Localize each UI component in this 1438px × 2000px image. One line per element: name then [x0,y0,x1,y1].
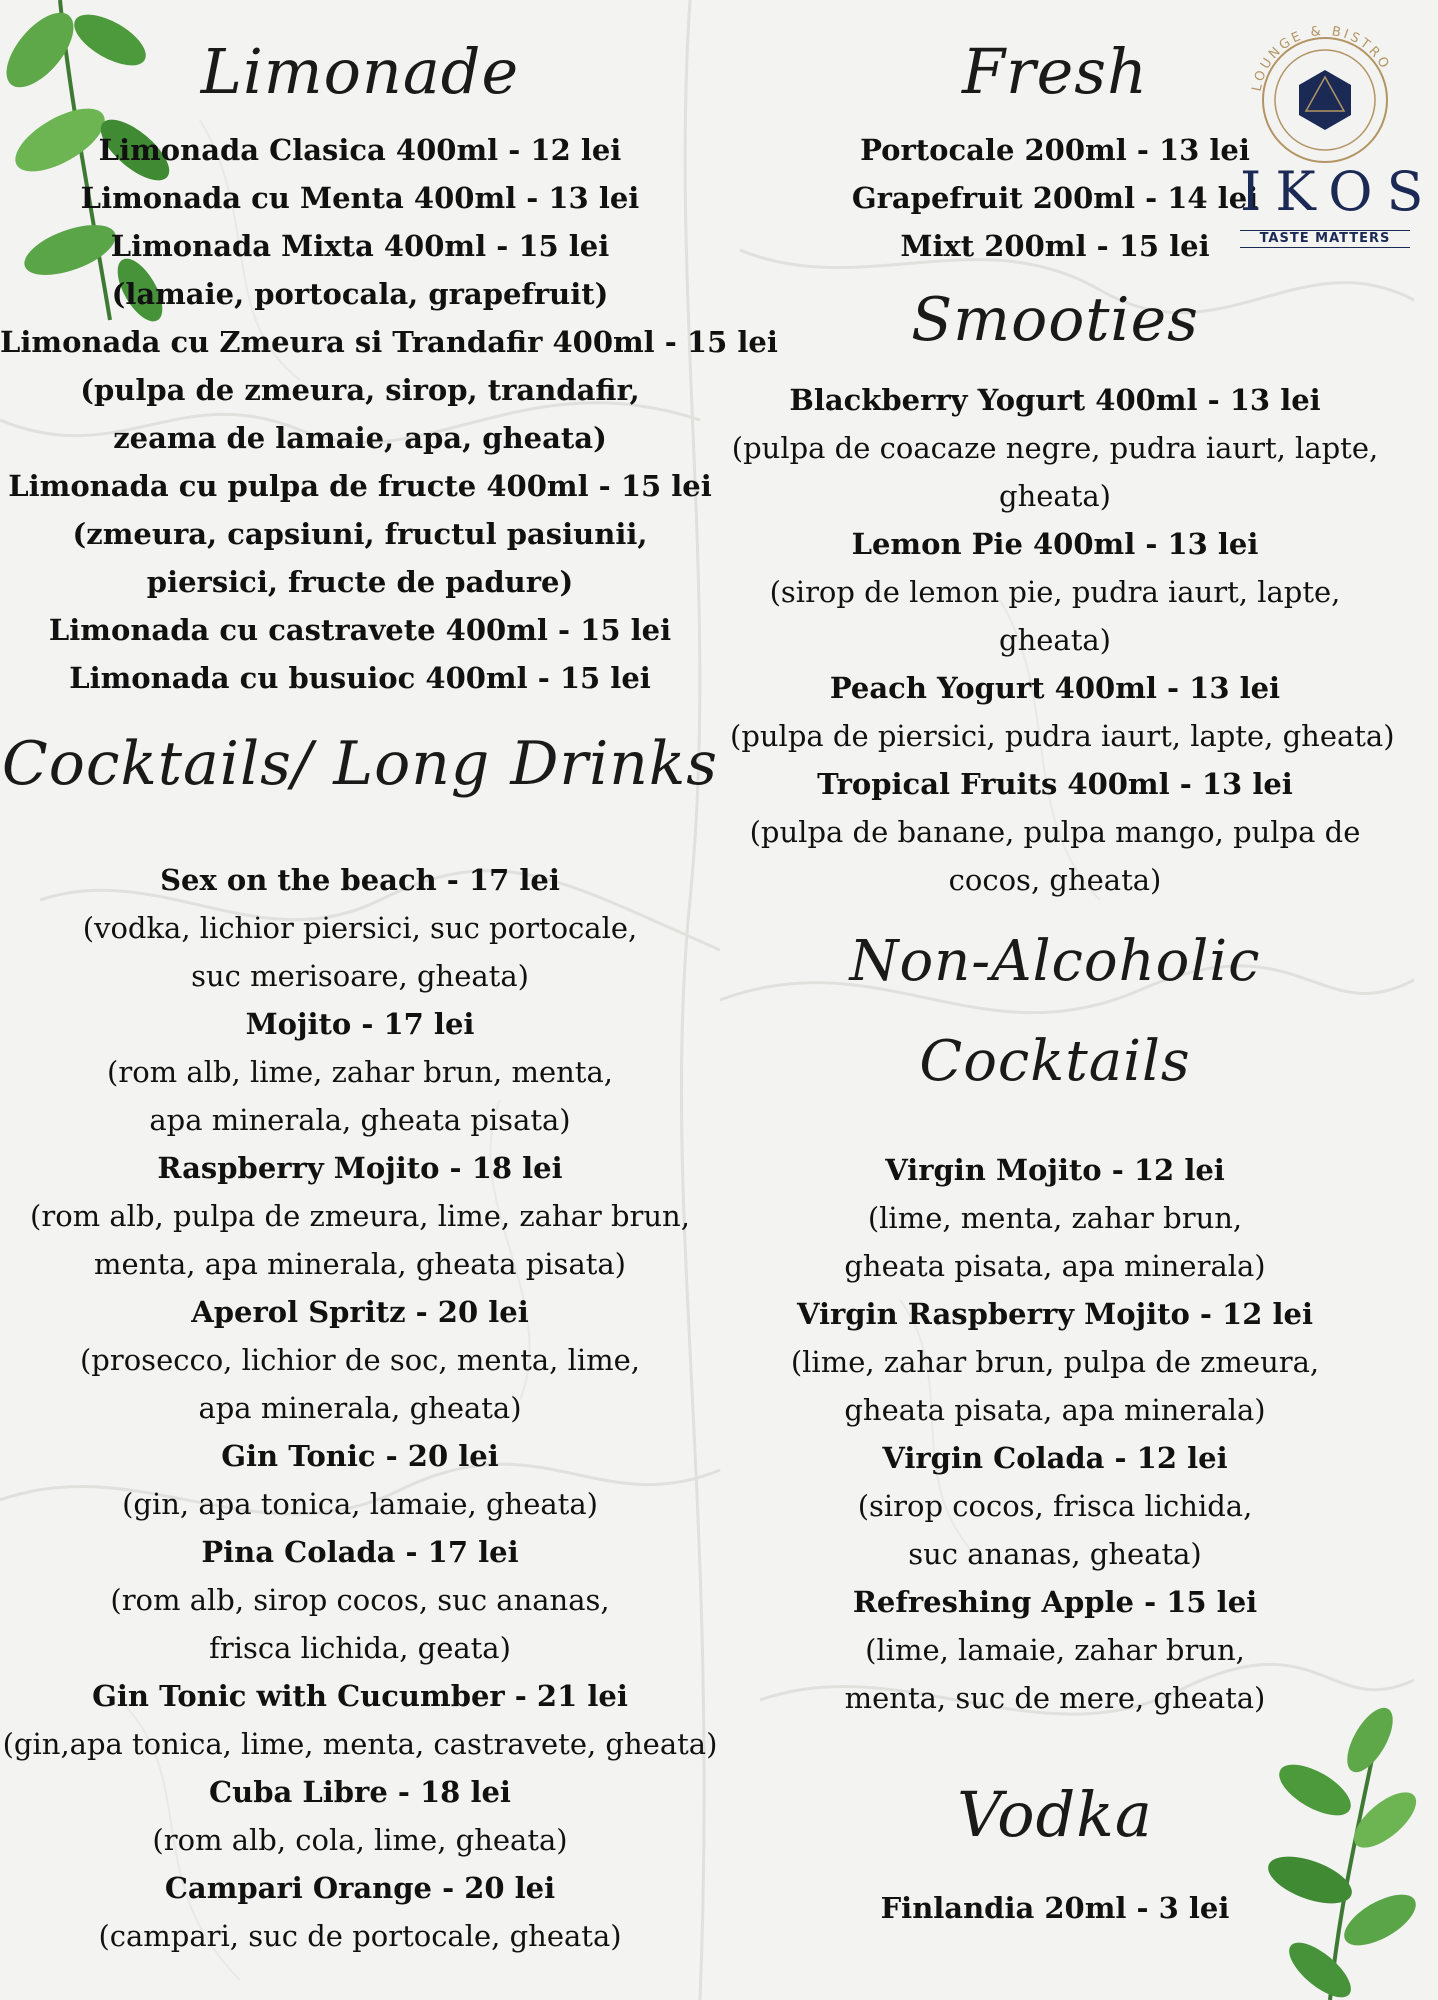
non-alcoholic-description: gheata pisata, apa minerala) [844,1249,1266,1283]
cocktail-description: (vodka, lichior piersici, suc portocale, [82,911,638,945]
non-alcoholic-description: gheata pisata, apa minerala) [844,1393,1266,1427]
limonade-item: Limonada cu Menta 400ml - 13 lei [80,181,640,215]
limonade-item: (lamaie, portocala, grapefruit) [111,277,609,311]
limonade-heading: Limonade [200,35,520,108]
non-alcoholic-item: Refreshing Apple - 15 lei [852,1585,1258,1619]
smoothie-description: (pulpa de coacaze negre, pudra iaurt, lapte, [731,431,1379,465]
cocktail-item: Sex on the beach - 17 lei [160,863,560,897]
cocktail-description: suc merisoare, gheata) [191,959,529,993]
non-alcoholic-list [730,1146,1380,1722]
cocktail-description: (rom alb, sirop cocos, suc ananas, [110,1583,610,1617]
smoothies-list [730,376,1395,904]
non-alcoholic-item: Virgin Raspberry Mojito - 12 lei [796,1297,1313,1331]
smoothie-description: (sirop de lemon pie, pudra iaurt, lapte, [769,575,1341,609]
cocktail-description: (campari, suc de portocale, gheata) [98,1919,622,1953]
cocktail-item: Cuba Libre - 18 lei [209,1775,511,1809]
cocktail-description: menta, apa minerala, gheata pisata) [94,1247,626,1281]
cocktail-description: (gin,apa tonica, lime, menta, castravete, gheata) [2,1727,718,1761]
cocktail-description: apa minerala, gheata) [198,1391,522,1425]
cocktail-item: Gin Tonic with Cucumber - 21 lei [92,1679,628,1713]
cocktail-item: Pina Colada - 17 lei [201,1535,519,1569]
fresh-item: Mixt 200ml - 15 lei [900,229,1210,263]
cocktail-item: Aperol Spritz - 20 lei [191,1295,529,1329]
smoothie-description: gheata) [999,623,1111,657]
cocktail-description: (rom alb, pulpa de zmeura, lime, zahar brun, [30,1199,690,1233]
limonade-item: (pulpa de zmeura, sirop, trandafir, [80,373,640,407]
limonade-item: (zmeura, capsiuni, fructul pasiunii, [72,517,648,551]
non-alcoholic-description: (sirop cocos, frisca lichida, [857,1489,1253,1523]
cocktail-item: Raspberry Mojito - 18 lei [157,1151,563,1185]
smoothie-item: Peach Yogurt 400ml - 13 lei [829,671,1281,705]
limonade-item: Limonada cu castravete 400ml - 15 lei [48,613,672,647]
smoothie-item: Tropical Fruits 400ml - 13 lei [817,767,1293,801]
cocktail-description: (rom alb, cola, lime, gheata) [152,1823,568,1857]
limonade-item: piersici, fructe de padure) [146,565,574,599]
smoothie-item: Lemon Pie 400ml - 13 lei [851,527,1259,561]
non-alcoholic-description: (lime, zahar brun, pulpa de zmeura, [790,1345,1320,1379]
vodka-item: Finlandia 20ml - 3 lei [880,1891,1230,1925]
cocktail-description: (prosecco, lichior de soc, menta, lime, [79,1343,641,1377]
cocktail-description: frisca lichida, geata) [209,1631,511,1665]
vodka-list [730,1884,1380,1932]
cocktail-item: Mojito - 17 lei [245,1007,475,1041]
smoothies-heading: Smooties [911,285,1199,355]
cocktails-list [0,856,720,1960]
non-alcoholic-item: Virgin Colada - 12 lei [882,1441,1228,1475]
fresh-item: Portocale 200ml - 13 lei [860,133,1250,167]
logo-name: IKOS [1240,160,1438,223]
vodka-heading: Vodka [957,1778,1153,1851]
limonade-item: Limonada Clasica 400ml - 12 lei [98,133,622,167]
limonade-item: Limonada cu pulpa de fructe 400ml - 15 lei [8,469,712,503]
cocktail-item: Campari Orange - 20 lei [164,1871,556,1905]
fresh-heading: Fresh [961,35,1149,108]
fresh-item: Grapefruit 200ml - 14 lei [851,181,1259,215]
non-alcoholic-heading: Non-Alcoholic Cocktails [849,929,1261,1094]
smoothie-description: (pulpa de banane, pulpa mango, pulpa de [749,815,1361,849]
smoothie-description: gheata) [999,479,1111,513]
non-alcoholic-description: (lime, lamaie, zahar brun, [865,1633,1245,1667]
non-alcoholic-description: (lime, menta, zahar brun, [867,1201,1243,1235]
limonade-item: Limonada cu busuioc 400ml - 15 lei [69,661,651,695]
limonade-item: Limonada Mixta 400ml - 15 lei [110,229,610,263]
cocktail-description: (gin, apa tonica, lamaie, gheata) [122,1487,598,1521]
limonade-item: Limonada cu Zmeura si Trandafir 400ml - 15 lei [0,325,778,359]
non-alcoholic-item: Virgin Mojito - 12 lei [885,1153,1225,1187]
non-alcoholic-description: suc ananas, gheata) [908,1537,1202,1571]
limonade-list [0,126,778,702]
cocktail-item: Gin Tonic - 20 lei [221,1439,499,1473]
logo-tagline: TASTE MATTERS [1240,230,1410,248]
cocktail-description: (rom alb, lime, zahar brun, menta, [107,1055,613,1089]
limonade-item: zeama de lamaie, apa, gheata) [113,421,607,455]
smoothie-description: cocos, gheata) [948,863,1162,897]
non-alcoholic-description: menta, suc de mere, gheata) [844,1681,1266,1715]
cocktail-description: apa minerala, gheata pisata) [149,1103,571,1137]
cocktails-heading: Cocktails/ Long Drinks [1,729,719,799]
smoothie-description: (pulpa de piersici, pudra iaurt, lapte, gheata) [730,719,1395,753]
logo-ring-text: LOUNGE & BISTRO [1249,23,1394,93]
smoothie-item: Blackberry Yogurt 400ml - 13 lei [789,383,1321,417]
right-column [730,0,1395,1932]
